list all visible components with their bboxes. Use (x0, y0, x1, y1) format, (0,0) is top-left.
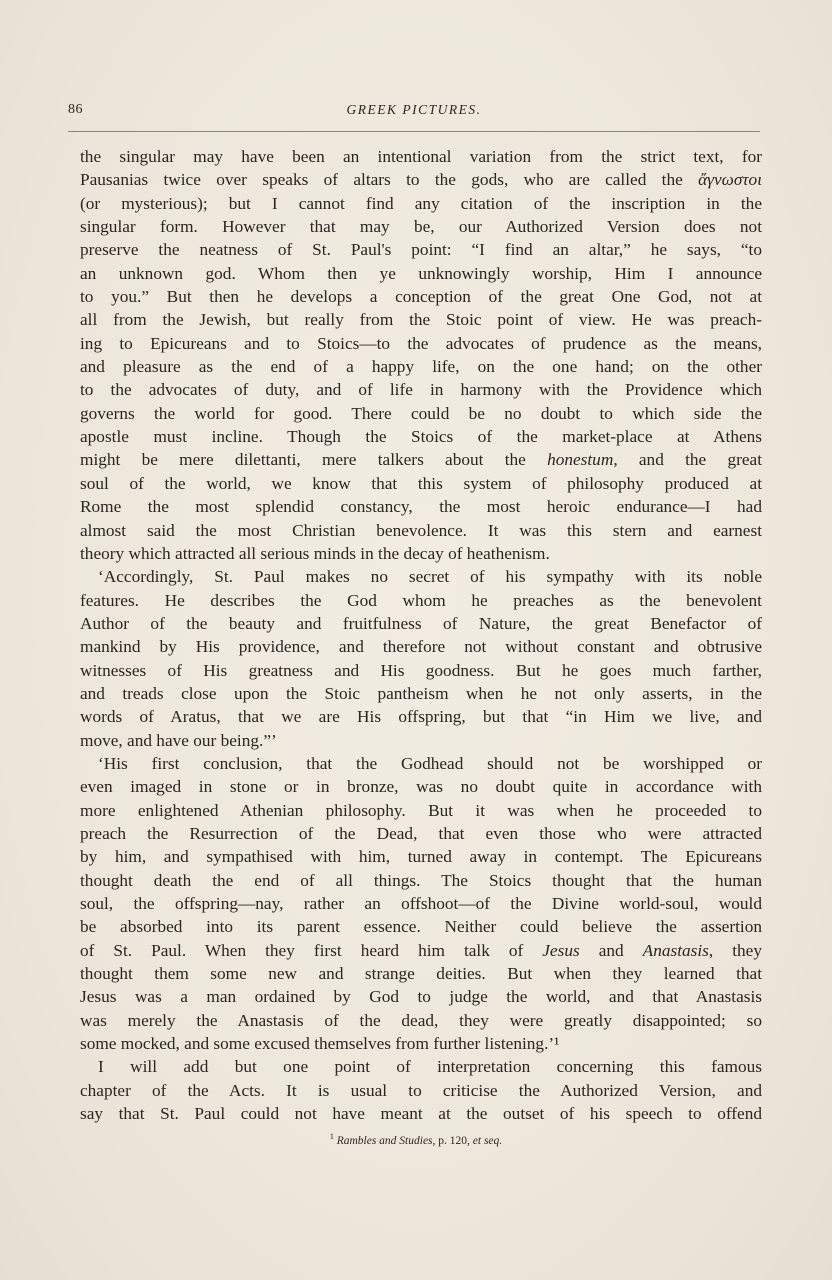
text-line: preserve the neatness of St. Paul's point: “I find an altar,” he says, “to (80, 240, 762, 260)
text-line: all from the Jewish, but really from the Stoic point of view. He was preach- (80, 310, 762, 330)
text-line: of St. Paul. When they first heard him talk of Jesus and Anastasis, they (80, 940, 762, 960)
text-line: Jesus was a man ordained by God to judge the world, and that Anastasis (80, 987, 762, 1007)
text-line: be absorbed into its parent essence. Neither could believe the assertion (80, 917, 762, 937)
text-line: ing to Epicureans and to Stoics—to the advocates of prudence as the means, (80, 333, 762, 353)
text-line: was merely the Anastasis of the dead, they were greatly disappointed; so (80, 1010, 762, 1030)
footnote-text: Rambles and Studies, p. 120, et seq. (336, 1134, 503, 1147)
text-line: to you.” But then he develops a conception of the great One God, not at (80, 287, 762, 307)
text-line: theory which attracted all serious minds in the decay of heathenism. (80, 543, 550, 563)
header-rule (68, 131, 760, 132)
text-line: thought death the end of all things. The Stoics thought that the human (80, 870, 762, 890)
text-line: and treads close upon the Stoic pantheism when he not only asserts, in the (80, 683, 762, 703)
text-line: almost said the most Christian benevolence. It was this stern and earnest (80, 520, 762, 540)
text-line: and pleasure as the end of a happy life, on the one hand; on the other (80, 357, 762, 377)
text-line: preach the Resurrection of the Dead, that even those who were attracted (80, 823, 762, 843)
text-line: (or mysterious); but I cannot find any citation of the inscription in the (80, 193, 762, 213)
text-line: words of Aratus, that we are His offspring, but that “in Him we live, and (80, 707, 762, 727)
text-line: ‘Accordingly, St. Paul makes no secret of his sympathy with its noble (98, 567, 762, 587)
text-line: Rome the most splendid constancy, the most heroic endurance—I had (80, 497, 762, 517)
text-line: soul of the world, we know that this system of philosophy produced at (80, 473, 762, 493)
text-line: witnesses of His greatness and His goodness. But he goes much farther, (80, 660, 762, 680)
text-line: ‘His first conclusion, that the Godhead should not be worshipped or (98, 753, 762, 773)
text-line: more enlightened Athenian philosophy. But it was when he proceeded to (80, 800, 762, 820)
page-number: 86 (68, 102, 83, 117)
footnote-marker: 1 (329, 1132, 334, 1141)
text-line: by him, and sympathised with him, turned away in contempt. The Epicureans (80, 847, 762, 867)
text-line: thought them some new and strange deities. But when they learned that (80, 964, 762, 984)
text-line: say that St. Paul could not have meant at the outset of his speech to offend (80, 1104, 762, 1124)
text-line: mankind by His providence, and therefore not without constant and obtrusive (80, 637, 762, 657)
text-line: I will add but one point of interpretation concerning this famous (98, 1057, 762, 1077)
text-line: move, and have our being.”’ (80, 730, 277, 750)
text-line: soul, the offspring—nay, rather an offshoot—of the Divine world-soul, would (80, 894, 762, 913)
footnote (0, 1132, 832, 1147)
text-line: governs the world for good. There could be no doubt to which side the (80, 403, 762, 423)
text-line: an unknown god. Whom then ye unknowingly worship, Him I announce (80, 263, 762, 283)
text-line: Pausanias twice over speaks of altars to the gods, who are called the ἄγνωστοι (80, 170, 762, 190)
text-line: Author of the beauty and fruitfulness of Nature, the great Benefactor of (80, 613, 762, 633)
text-line: might be mere dilettanti, mere talkers about the honestum, and the great (80, 450, 762, 470)
running-title: GREEK PICTURES. (346, 102, 482, 117)
text-line: apostle must incline. Though the Stoics of the market-place at Athens (80, 427, 762, 447)
body-text (80, 145, 762, 1125)
page-header (68, 102, 760, 124)
text-line: chapter of the Acts. It is usual to criticise the Authorized Version, and (80, 1080, 762, 1100)
text-line: to the advocates of duty, and of life in harmony with the Providence which (80, 380, 762, 400)
text-line: singular form. However that may be, our Authorized Version does not (80, 217, 762, 237)
text-line: even imaged in stone or in bronze, was no doubt quite in accordance with (80, 777, 762, 797)
text-line: some mocked, and some excused themselves from further listening.’¹ (80, 1034, 560, 1054)
text-line: features. He describes the God whom he preaches as the benevolent (80, 590, 762, 610)
text-line: the singular may have been an intentional variation from the strict text, for (80, 147, 762, 166)
